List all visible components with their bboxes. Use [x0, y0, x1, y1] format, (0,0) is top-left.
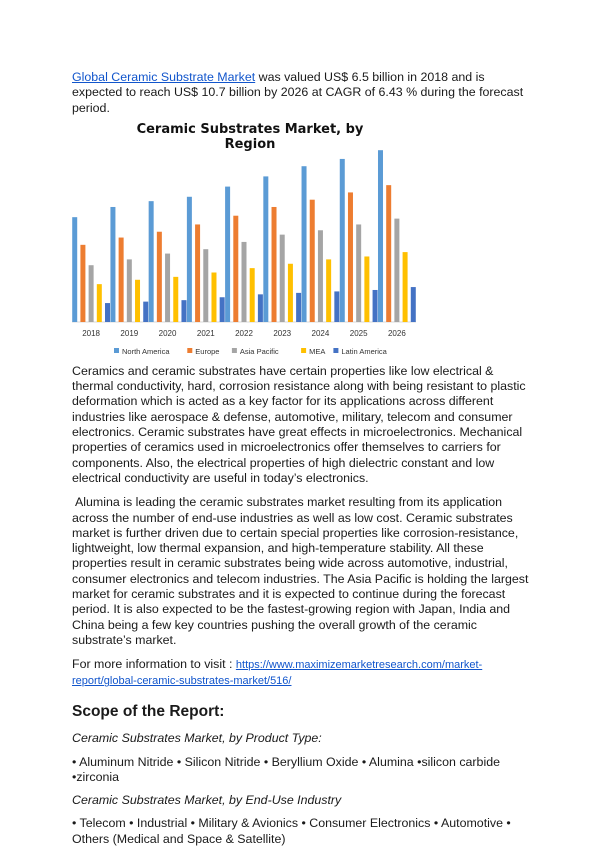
legend-swatch-mea	[301, 348, 306, 353]
bar-asia-pacific-2026	[394, 219, 399, 322]
bar-asia-pacific-2018	[89, 265, 94, 322]
bar-mea-2022	[250, 268, 255, 322]
product-type-label: Ceramic Substrates Market, by Product Type:	[72, 731, 322, 746]
x-tick-label: 2018	[82, 328, 101, 338]
bar-europe-2021	[195, 224, 200, 322]
more-info-label: For more information to visit :	[72, 657, 236, 672]
bar-europe-2019	[119, 237, 124, 321]
x-tick-label: 2020	[158, 328, 177, 338]
bar-latin-america-2018	[105, 303, 110, 322]
bar-europe-2022	[233, 216, 238, 322]
bar-north-america-2023	[263, 176, 268, 322]
bar-north-america-2024	[302, 166, 307, 322]
bar-europe-2023	[272, 207, 277, 322]
report-url-link[interactable]: https://www.maximizemarketresearch.com/market-report/global-ceramic-substrates-market/516/	[72, 659, 483, 688]
document-page	[72, 70, 532, 855]
bar-asia-pacific-2021	[203, 249, 208, 322]
legend-label-europe: Europe	[195, 346, 220, 356]
bar-latin-america-2024	[334, 291, 339, 322]
legend-swatch-asia-pacific	[232, 348, 237, 353]
legend-label-mea: MEA	[309, 346, 326, 356]
bar-europe-2020	[157, 232, 162, 322]
chart-svg	[72, 142, 532, 360]
bar-europe-2026	[386, 185, 391, 322]
bar-mea-2020	[173, 277, 178, 322]
bar-mea-2018	[97, 284, 102, 322]
bar-europe-2018	[80, 245, 85, 322]
scope-heading: Scope of the Report:	[72, 703, 225, 721]
bar-mea-2021	[211, 272, 216, 322]
properties-paragraph: Ceramics and ceramic substrates have certain properties like low electrical & thermal conductivity, hard, corrosion resistance along with being resistant to plastic deformation which is acted as a key factor for its applications across different industries like aerospace & defense, automotive, military, telecom and consumer electronics. Ceramic substrates have great effects in microelectronics. Mechanical properties of ceramics used in microelectronics offer themselves to carriers for components. Also, the electrical properties of high dielectric constant and low electrical conductivity are useful in today’s electronics.	[72, 363, 526, 485]
bar-latin-america-2020	[181, 300, 186, 322]
end-use-items: • Telecom • Industrial • Military & Avionics • Consumer Electronics • Automotive • Others (Medical and Space & Satellite)	[72, 816, 511, 846]
bar-asia-pacific-2025	[356, 224, 361, 322]
bar-mea-2023	[288, 264, 293, 322]
intro-paragraph	[72, 70, 532, 116]
bar-europe-2024	[310, 200, 315, 322]
x-tick-label: 2023	[273, 328, 292, 338]
bar-mea-2025	[364, 256, 369, 322]
legend-swatch-latin-america	[333, 348, 338, 353]
bar-north-america-2018	[72, 217, 77, 322]
chart-title: Ceramic Substrates Market, by Region	[136, 121, 364, 152]
bar-latin-america-2025	[373, 290, 378, 322]
bar-latin-america-2022	[258, 294, 263, 322]
bar-asia-pacific-2024	[318, 230, 323, 322]
bar-europe-2025	[348, 192, 353, 322]
bar-north-america-2019	[110, 207, 115, 322]
bar-mea-2024	[326, 259, 331, 322]
legend-label-latin-america: Latin America	[341, 346, 387, 356]
alumina-paragraph: Alumina is leading the ceramic substrates market resulting from its application across the number of end-use industries as well as low cost. Ceramic substrates market is further driven due to certain special properties like corrosion-resistance, lightweight, low thermal expansion, and high-temperature stability. All these properties result in ceramic substrates being wide across automotive, industrial, consumer electronics and telecom industries. The Asia Pacific is holding the largest market for ceramic substrates and it is expected to continue during the forecast period. It is also expected to be the fastest-growing region with Japan, India and China being a few key countries pushing the overall growth of the ceramic substrate’s market.	[72, 495, 529, 647]
bar-latin-america-2026	[411, 287, 416, 322]
more-info-paragraph	[72, 657, 532, 689]
market-link[interactable]: Global Ceramic Substrate Market	[72, 70, 256, 84]
product-type-items: • Aluminum Nitride • Silicon Nitride • Beryllium Oxide • Alumina •silicon carbide •zirconia	[72, 754, 500, 784]
legend-label-north-america: North America	[122, 346, 170, 356]
legend-swatch-europe	[187, 348, 192, 353]
x-tick-label: 2022	[235, 328, 253, 338]
bar-latin-america-2023	[296, 293, 301, 322]
legend-swatch-north-america	[114, 348, 119, 353]
x-tick-label: 2021	[196, 328, 215, 338]
bar-latin-america-2021	[220, 297, 225, 322]
bar-north-america-2022	[225, 186, 230, 321]
bar-north-america-2026	[378, 150, 383, 322]
end-use-label: Ceramic Substrates Market, by End-Use Industry	[72, 793, 342, 808]
bar-mea-2019	[135, 280, 140, 322]
legend-label-asia-pacific: Asia Pacific	[239, 346, 279, 356]
bar-latin-america-2019	[143, 302, 148, 322]
bar-north-america-2025	[340, 159, 345, 322]
bar-asia-pacific-2022	[242, 242, 247, 322]
bar-asia-pacific-2023	[280, 235, 285, 322]
bar-mea-2026	[403, 252, 408, 322]
x-tick-label: 2019	[120, 328, 139, 338]
bar-asia-pacific-2020	[165, 253, 170, 321]
x-tick-label: 2026	[387, 328, 406, 338]
x-tick-label: 2025	[349, 328, 368, 338]
bar-north-america-2020	[149, 201, 154, 322]
region-chart	[72, 122, 532, 360]
intro-text: was valued US$ 6.5 billion in 2018 and is expected to reach US$ 10.7 billion by 2026 at CAGR of 6.43 % during the forecast period.	[72, 70, 524, 115]
x-tick-label: 2024	[311, 328, 330, 338]
bar-asia-pacific-2019	[127, 259, 132, 322]
bar-north-america-2021	[187, 197, 192, 322]
